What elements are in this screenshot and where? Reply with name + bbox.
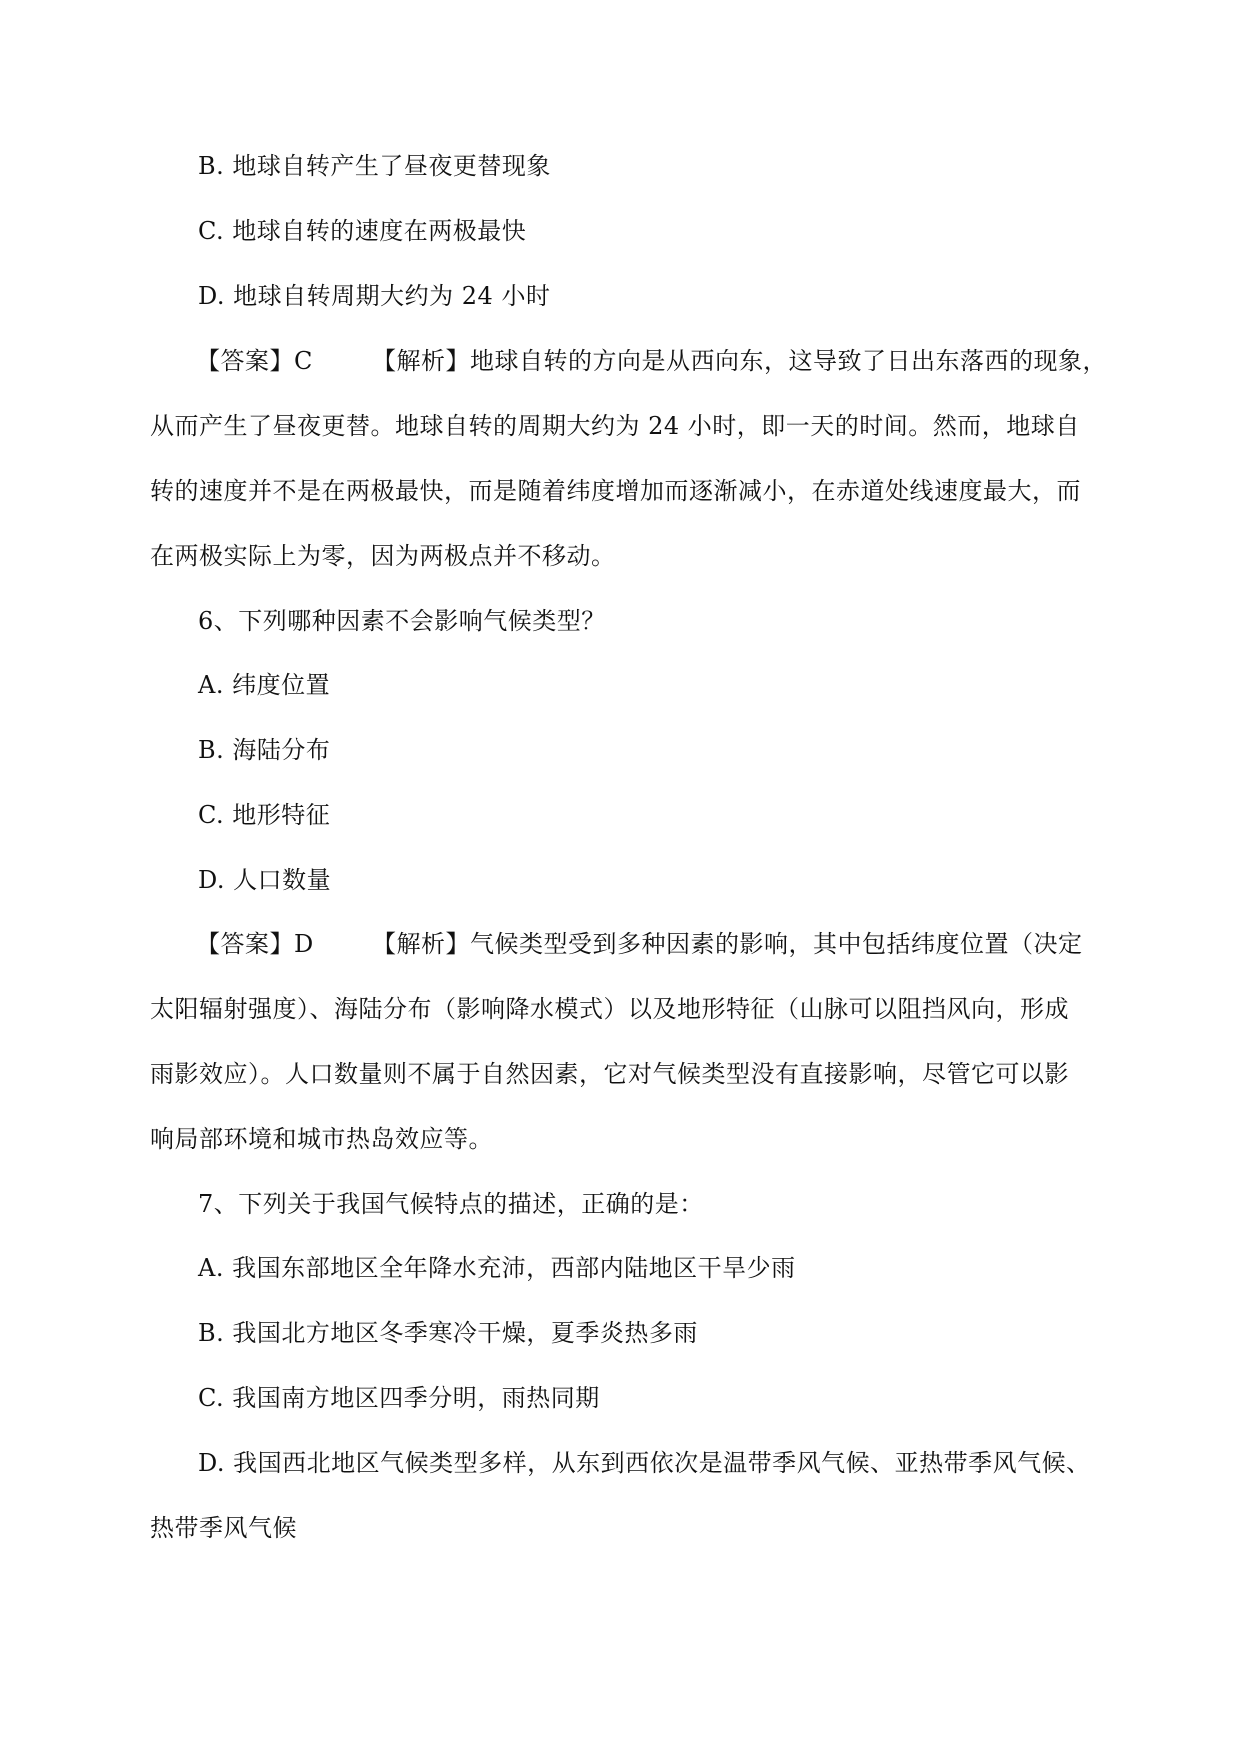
q6-answer-row: [196, 929, 1083, 959]
q7-option-c: C. 我国南方地区四季分明，雨热同期: [198, 1384, 600, 1412]
q6-option-c: C. 地形特征: [198, 801, 331, 829]
q6-option-d: D. 人口数量: [198, 866, 332, 894]
q6-answer: 【答案】D: [196, 930, 314, 958]
q5-explanation-first-line: 【解析】地球自转的方向是从西向东，这导致了日出东落西的现象，: [372, 347, 1107, 375]
q6-question: 6、下列哪种因素不会影响气候类型？: [198, 607, 606, 635]
q6-explanation-first-line: 【解析】气候类型受到多种因素的影响，其中包括纬度位置（决定: [372, 930, 1083, 958]
q5-option-b: B. 地球自转产生了昼夜更替现象: [198, 152, 551, 180]
q5-explanation-line: 在两极实际上为零，因为两极点并不移动。: [150, 542, 616, 570]
q5-answer: 【答案】C: [196, 347, 313, 375]
q5-explanation-line: 转的速度并不是在两极最快，而是随着纬度增加而逐渐减小，在赤道处线速度最大，而: [150, 477, 1081, 505]
q7-option-a: A. 我国东部地区全年降水充沛，西部内陆地区干旱少雨: [198, 1254, 796, 1282]
q6-option-a: A. 纬度位置: [198, 671, 331, 699]
q6-option-b: B. 海陆分布: [198, 736, 331, 764]
q7-option-d-continuation: 热带季风气候: [150, 1514, 297, 1542]
q7-question: 7、下列关于我国气候特点的描述，正确的是：: [198, 1190, 704, 1218]
q5-option-d: D. 地球自转周期大约为 24 小时: [198, 282, 551, 310]
q5-explanation-line: 从而产生了昼夜更替。地球自转的周期大约为 24 小时，即一天的时间。然而，地球自: [150, 412, 1080, 440]
q6-explanation-line: 太阳辐射强度）、海陆分布（影响降水模式）以及地形特征（山脉可以阻挡风向，形成: [150, 995, 1069, 1023]
q5-answer-row: [196, 346, 1107, 376]
q7-option-b: B. 我国北方地区冬季寒冷干燥，夏季炎热多雨: [198, 1319, 698, 1347]
q5-option-c: C. 地球自转的速度在两极最快: [198, 217, 527, 245]
q7-option-d: D. 我国西北地区气候类型多样，从东到西依次是温带季风气候、亚热带季风气候、: [198, 1449, 1091, 1477]
q6-explanation-line: 响局部环境和城市热岛效应等。: [150, 1125, 493, 1153]
q6-explanation-line: 雨影效应）。人口数量则不属于自然因素，它对气候类型没有直接影响，尽管它可以影: [150, 1060, 1069, 1088]
